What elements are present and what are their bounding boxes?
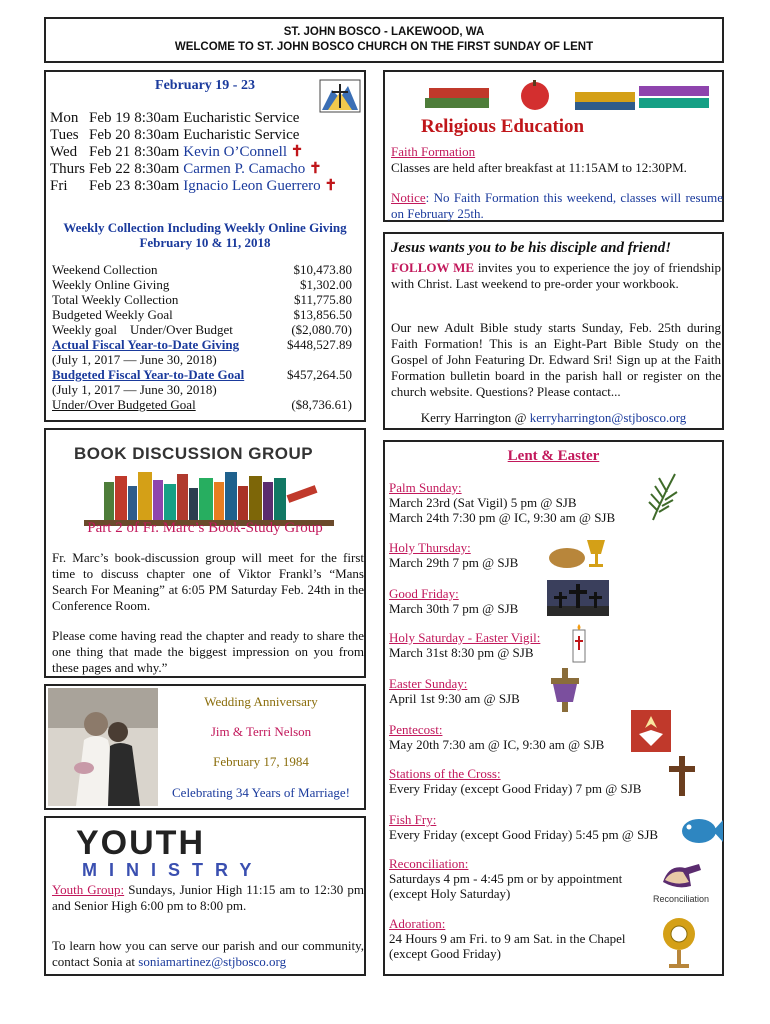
lent-item xyxy=(389,722,604,752)
youth-logo-top: YOUTH xyxy=(76,824,205,862)
collection-label: Under/Over Budgeted Goal xyxy=(52,397,196,412)
mass-week-title: February 19 - 23 xyxy=(155,78,255,93)
collection-row xyxy=(52,397,352,412)
collection-value: $448,527.89 xyxy=(287,337,352,352)
reconciliation-caption: Reconciliation xyxy=(653,894,710,904)
collection-value: $1,302.00 xyxy=(300,277,352,292)
monstrance-icon xyxy=(659,916,699,970)
collection-title xyxy=(46,220,364,250)
memorial-cross-icon: ✝ xyxy=(286,144,304,160)
mass-row xyxy=(50,161,341,178)
lent-item-line: March 23rd (Sat Vigil) 5 pm @ SJB xyxy=(389,495,577,510)
lent-item-label: Easter Sunday: xyxy=(389,676,468,691)
collection-value: $13,856.50 xyxy=(293,307,352,322)
collection-title-line1: Weekly Collection Including Weekly Online Giving xyxy=(63,220,347,235)
lent-item-line: Every Friday (except Good Friday) 7 pm @ SJB xyxy=(389,781,642,796)
collection-label: Weekly goal Under/Over Budget xyxy=(52,322,233,337)
lent-item-label: Reconciliation: xyxy=(389,856,469,871)
mass-row xyxy=(50,178,341,195)
youth-ministry-box xyxy=(44,816,366,976)
follow-me-label: FOLLOW ME xyxy=(391,260,475,275)
parish-name: ST. JOHN BOSCO - LAKEWOOD, WA xyxy=(283,26,485,38)
mass-time: 8:30am xyxy=(134,178,180,194)
mass-time: 8:30am xyxy=(134,110,180,126)
welcome-line: WELCOME TO ST. JOHN BOSCO CHURCH ON THE FIRST SUNDAY OF LENT xyxy=(174,41,594,53)
collection-row xyxy=(52,352,352,367)
mass-row xyxy=(50,144,341,161)
book-para1: Fr. Marc’s book-discussion group will meet for the first time to discuss chapter one of Viktor Frankl’s “Mans Search For Meaning” at 6:05 PM Saturday Feb. 24th in the Conference Room. xyxy=(52,550,364,613)
lent-item xyxy=(389,540,518,570)
lent-item xyxy=(389,916,626,961)
church-window-icon xyxy=(318,78,362,114)
wedding-names: Jim & Terri Nelson xyxy=(210,724,312,739)
lent-item xyxy=(389,766,641,796)
lent-item-label: Fish Fry: xyxy=(389,812,437,827)
wedding-note: Celebrating 34 Years of Marriage! xyxy=(172,785,350,800)
lent-item-label: Holy Thursday: xyxy=(389,540,471,555)
disciple-contact-email[interactable]: kerryharrington@stjbosco.org xyxy=(529,410,687,425)
disciple-heading: Jesus wants you to be his disciple and friend! xyxy=(391,240,672,256)
bulletin-header xyxy=(44,17,724,63)
lent-item xyxy=(389,480,615,525)
book-subtitle: Part 2 of Fr. Marc’s Book-Study Group xyxy=(87,520,323,536)
wedding-title: Wedding Anniversary xyxy=(204,694,318,709)
mass-row xyxy=(50,127,341,144)
easter-candle-icon xyxy=(569,624,589,664)
cross-with-cloth-icon xyxy=(547,668,583,712)
lent-title: Lent & Easter xyxy=(507,448,600,464)
disciple-contact xyxy=(385,410,722,426)
lent-item-label: Holy Saturday - Easter Vigil: xyxy=(389,630,541,645)
mass-time: 8:30am xyxy=(134,144,180,160)
book-discussion-banner: BOOK DISCUSSION GROUP xyxy=(74,444,314,463)
mass-date: Feb 22 xyxy=(89,161,131,177)
lent-item-line: March 31st 8:30 pm @ SJB xyxy=(389,645,534,660)
lent-item-line: 24 Hours 9 am Fri. to 9 am Sat. in the Chapel xyxy=(389,931,626,946)
mass-date: Feb 20 xyxy=(89,127,131,143)
youth-group-text xyxy=(52,882,364,914)
mass-day: Tues xyxy=(50,127,79,143)
lent-item-line: (except Holy Saturday) xyxy=(389,886,511,901)
mass-date: Feb 21 xyxy=(89,144,131,160)
youth-group-label: Youth Group: xyxy=(52,882,125,897)
collection-value: ($2,080.70) xyxy=(291,322,352,337)
fish-icon xyxy=(679,814,723,848)
collection-table xyxy=(52,262,352,412)
youth-logo-bottom: MINISTRY xyxy=(82,860,264,880)
collection-row xyxy=(52,367,352,382)
bread-chalice-icon xyxy=(547,532,607,572)
collection-row xyxy=(52,382,352,397)
youth-contact xyxy=(52,938,364,970)
religious-ed-banner: Religious Education xyxy=(421,116,585,137)
mass-time: 8:30am xyxy=(134,161,180,177)
notice-body: : No Faith Formation this weekend, classes will resume on February 25th. xyxy=(391,190,723,221)
lent-item-label: Palm Sunday: xyxy=(389,480,462,495)
lent-item-line: (except Good Friday) xyxy=(389,946,501,961)
follow-me-para xyxy=(391,260,721,292)
collection-value: $10,473.80 xyxy=(293,262,352,277)
collection-value xyxy=(276,352,352,367)
pentecost-dove-icon xyxy=(631,710,671,752)
mass-day: Fri xyxy=(50,178,68,194)
lent-item-line: April 1st 9:30 am @ SJB xyxy=(389,691,520,706)
notice-text xyxy=(391,190,723,222)
mass-date: Feb 19 xyxy=(89,110,131,126)
wedding-couple-photo xyxy=(48,688,158,806)
mass-day: Mon xyxy=(50,110,79,126)
wedding-text xyxy=(158,694,364,801)
bookshelf-banner-icon xyxy=(425,78,715,118)
youth-group-times: Sundays, Junior High 11:15 am to 12:30 pm and Senior High 6:00 pm to 8:00 pm. xyxy=(52,882,365,913)
collection-label: (July 1, 2017 — June 30, 2018) xyxy=(52,382,217,397)
disciple-contact-name: Kerry Harrington @ xyxy=(420,410,530,425)
mass-intention: Eucharistic Service xyxy=(183,110,300,126)
wedding-date: February 17, 1984 xyxy=(213,754,309,769)
faith-formation-text: Classes are held after breakfast at 11:15AM to 12:30PM. xyxy=(391,160,687,175)
disciple-box xyxy=(383,232,724,430)
collection-label: Total Weekly Collection xyxy=(52,292,179,307)
collection-row xyxy=(52,262,352,277)
lent-item-label: Adoration: xyxy=(389,916,446,931)
collection-label: Weekly Online Giving xyxy=(52,277,170,292)
collection-row xyxy=(52,277,352,292)
collection-label: (July 1, 2017 — June 30, 2018) xyxy=(52,352,217,367)
collection-value xyxy=(276,382,352,397)
mass-intention: Carmen P. Camacho ✝ xyxy=(183,161,322,177)
palm-branch-icon xyxy=(647,470,679,522)
collection-label: Budgeted Fiscal Year-to-Date Goal xyxy=(52,367,245,382)
collection-row xyxy=(52,292,352,307)
lent-item-label: Stations of the Cross: xyxy=(389,766,501,781)
lent-item xyxy=(389,676,520,706)
notice-label: Notice xyxy=(391,190,426,205)
lent-item-label: Good Friday: xyxy=(389,586,459,601)
faith-formation-section xyxy=(391,144,723,176)
collection-label: Weekend Collection xyxy=(52,262,158,277)
youth-contact-text: To learn how you can serve our parish and our community, contact Sonia at xyxy=(52,938,364,969)
mass-row xyxy=(50,110,341,127)
mass-intention: Kevin O’Connell ✝ xyxy=(183,144,304,160)
lent-item-label: Pentecost: xyxy=(389,722,443,737)
collection-row xyxy=(52,337,352,352)
lent-item xyxy=(389,630,540,660)
collection-value: ($8,736.61) xyxy=(291,397,352,412)
lent-item xyxy=(389,586,518,616)
lent-item-line: May 20th 7:30 am @ IC, 9:30 am @ SJB xyxy=(389,737,605,752)
book-para2: Please come having read the chapter and ready to share the one thing that made the biggest impression on you from these pages and why.” xyxy=(52,628,364,675)
collection-row xyxy=(52,322,352,337)
reconciliation-hand-icon xyxy=(655,860,717,896)
mass-schedule xyxy=(50,110,341,195)
collection-title-line2: February 10 & 11, 2018 xyxy=(139,235,271,250)
three-crosses-icon xyxy=(547,580,609,616)
collection-label: Actual Fiscal Year-to-Date Giving xyxy=(52,337,240,352)
mass-intention: Eucharistic Service xyxy=(183,127,300,143)
collection-value: $457,264.50 xyxy=(287,367,352,382)
lent-item xyxy=(389,812,658,842)
lent-item-line: March 29th 7 pm @ SJB xyxy=(389,555,519,570)
mass-day: Wed xyxy=(50,144,78,160)
lent-easter-box xyxy=(383,440,724,976)
faith-formation-label: Faith Formation xyxy=(391,144,476,159)
mass-collection-box xyxy=(44,70,366,422)
follow-me-text: invites you to experience the joy of friendship with Christ. Last weekend to pre-order your workbook. xyxy=(391,260,721,291)
book-discussion-box xyxy=(44,428,366,678)
lent-item xyxy=(389,856,622,901)
collection-value: $11,775.80 xyxy=(293,292,352,307)
lent-item-line: Saturdays 4 pm - 4:45 pm or by appointment xyxy=(389,871,623,886)
mass-day: Thurs xyxy=(50,161,85,177)
lent-item-line: March 24th 7:30 pm @ IC, 9:30 am @ SJB xyxy=(389,510,616,525)
religious-education-box xyxy=(383,70,724,222)
mass-intention: Ignacio Leon Guerrero ✝ xyxy=(183,178,338,194)
lent-item-line: Every Friday (except Good Friday) 5:45 pm @ SJB xyxy=(389,827,659,842)
memorial-cross-icon: ✝ xyxy=(305,161,322,177)
wooden-cross-icon xyxy=(669,756,695,796)
bible-study-para: Our new Adult Bible study starts Sunday, Feb. 25th during Faith Formation! This is an Eight-Part Bible Study on the Gospel of John Featuring Dr. Edward Sri! Sign up at the Faith Formation bulletin board in the parish hall or register on the church website. Questions? Please contact... xyxy=(391,320,721,399)
books-row-icon xyxy=(84,468,334,528)
collection-row xyxy=(52,307,352,322)
memorial-cross-icon: ✝ xyxy=(320,178,338,194)
mass-time: 8:30am xyxy=(134,127,180,143)
collection-label: Budgeted Weekly Goal xyxy=(52,307,173,322)
lent-item-line: March 30th 7 pm @ SJB xyxy=(389,601,519,616)
mass-date: Feb 23 xyxy=(89,178,131,194)
youth-contact-email[interactable]: soniamartinez@stjbosco.org xyxy=(138,954,287,969)
wedding-box xyxy=(44,684,366,810)
